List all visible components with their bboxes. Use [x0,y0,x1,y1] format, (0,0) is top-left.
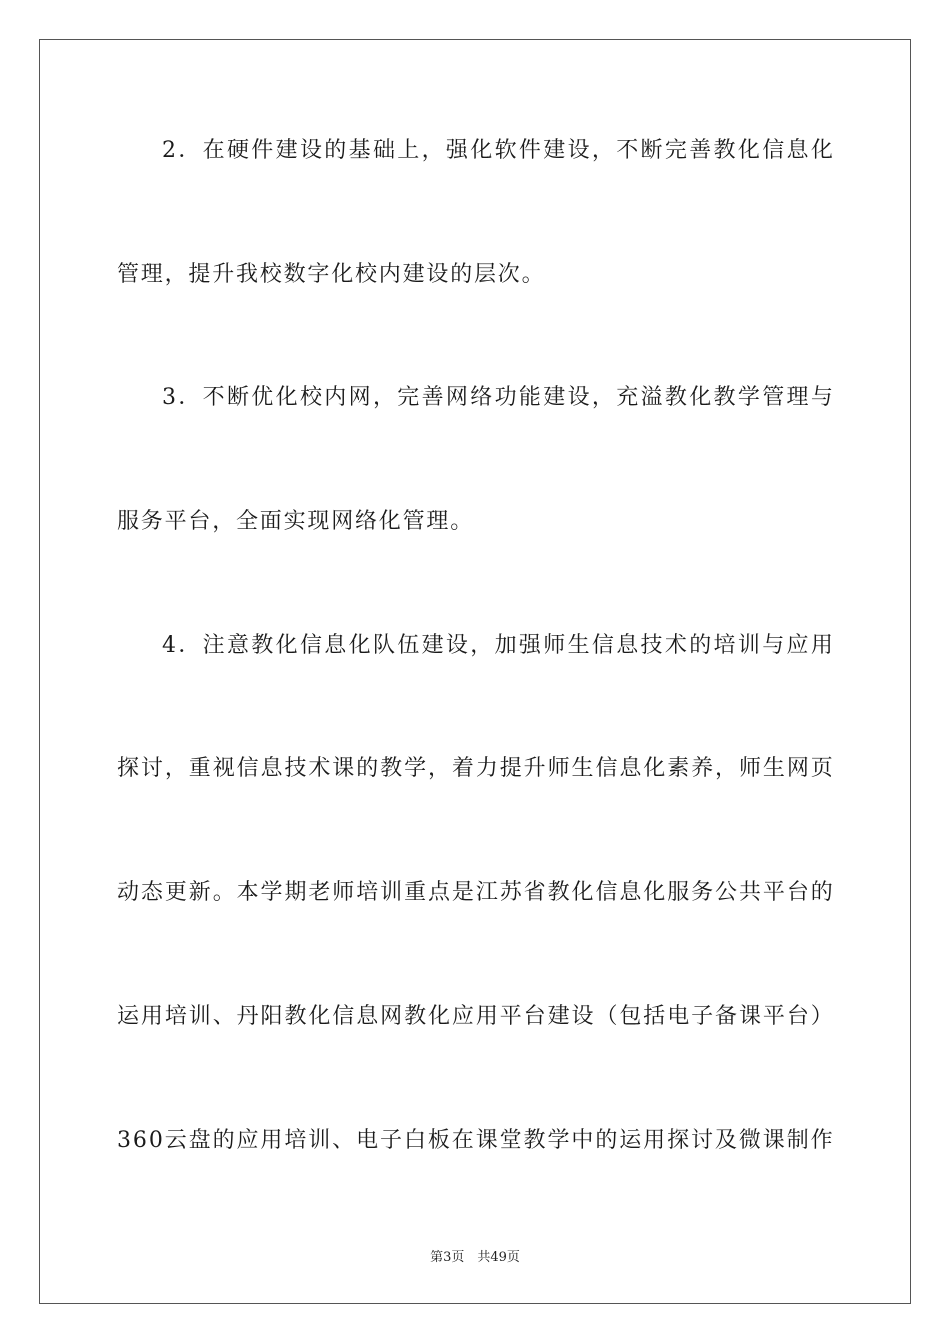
paragraph-3-line-1: 3 ． 不 断 优 化 校 内 网 ， 完 善 网 络 功 能 建 设 ， 充 溢 教 化 教 学 管 理 与 [162,385,833,410]
paragraph-2-line-2: 管理，提升我校数字化校内建设的层次。 [117,262,546,287]
page-border [39,39,911,1304]
page-number-footer: 第3页 共49页 [430,1250,520,1265]
paragraph-4-line-3: 动 态 更 新 。 本 学 期 老 师 培 训 重 点 是 江 苏 省 教 化 信 息 化 服 务 公 共 平 台 的 [117,880,833,905]
paragraph-3-line-2: 服务平台，全面实现网络化管理。 [117,509,475,534]
paragraph-4-line-4: 运 用 培 训 、 丹 阳 教 化 信 息 网 教 化 应 用 平 台 建 设 （ 包 括 电 子 备 课 平 台 ） [117,1004,833,1029]
paragraph-4-line-1: 4 ． 注 意 教 化 信 息 化 队 伍 建 设 ， 加 强 师 生 信 息 技 术 的 培 训 与 应 用 [162,633,833,658]
paragraph-2-line-1: 2 ． 在 硬 件 建 设 的 基 础 上 ， 强 化 软 件 建 设 ， 不 断 完 善 教 化 信 息 化 [162,138,833,163]
paragraph-4-line-5: 3 6 0 云 盘 的 应 用 培 训 、 电 子 白 板 在 课 堂 教 学 中 的 运 用 探 讨 及 微 课 制 作 [117,1128,833,1153]
paragraph-4-line-2: 探 讨 ， 重 视 信 息 技 术 课 的 教 学 ， 着 力 提 升 师 生 信 息 化 素 养 ， 师 生 网 页 [117,756,833,781]
